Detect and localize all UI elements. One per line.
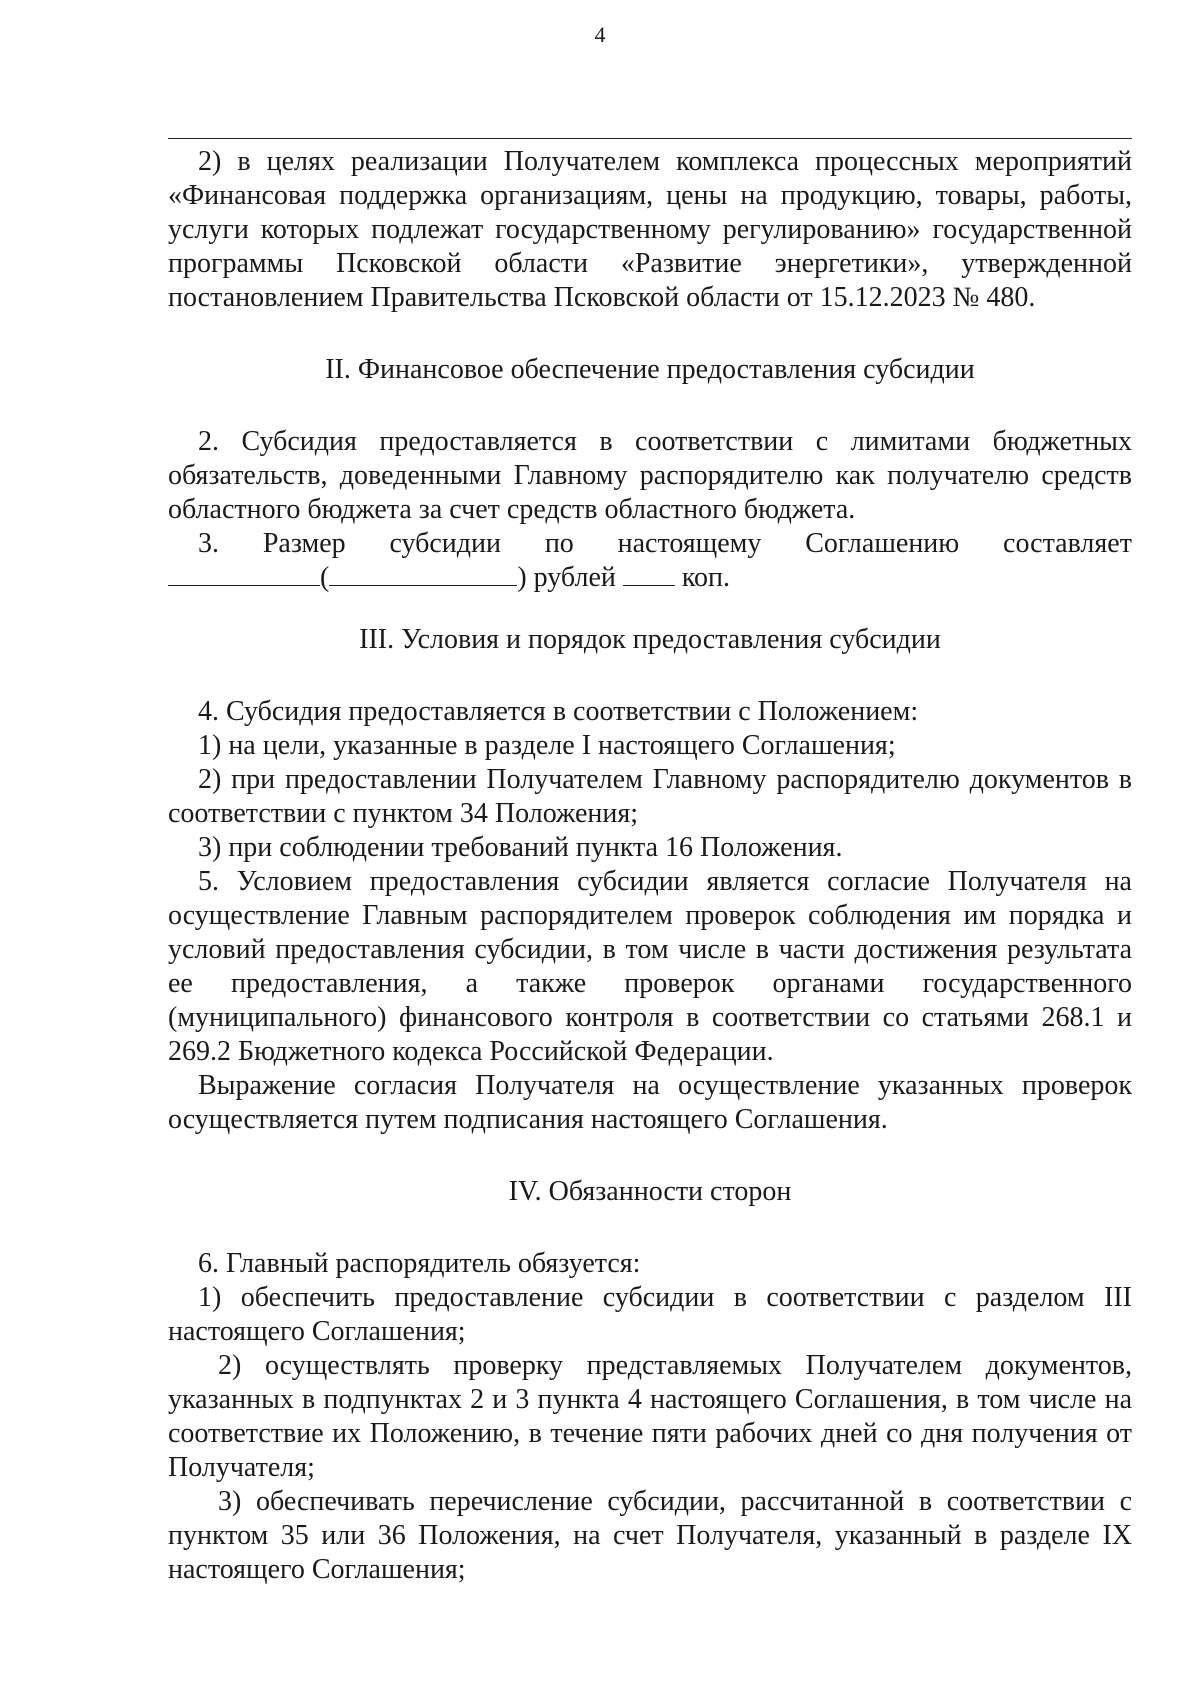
document-body xyxy=(168,145,1132,1587)
paragraph-5-consent: Выражение согласия Получателя на осуществление указанных проверок осуществляется путем подписания настоящего Соглашения. xyxy=(168,1070,1132,1135)
p3-word: Размер xyxy=(262,528,346,559)
p3-word: настоящему xyxy=(617,528,762,559)
paragraph-5: 5. Условием предоставления субсидии является согласие Получателя на осуществление Главным распорядителем проверок соблюдения им порядка и условий предоставления субсидии, в том числе в части достижения результата ее предоставления, а также проверок органами государственного (муниципального) финансового контроля в соответствии со статьями 268.1 и 269.2 Бюджетного кодекса Российской Федерации. xyxy=(168,866,1132,1067)
subsidy-amount-blanks xyxy=(168,561,1132,595)
paragraph-2-goals: 2) в целях реализации Получателем комплекса процессных мероприятий «Финансовая поддержка организациям, цены на продукцию, товары, работы, услуги которых подлежат государственному регулированию» государственной программы Псковской области «Развитие энергетики», утвержденной постановлением Правительства Псковской области от 15.12.2023 № 480. xyxy=(168,146,1132,313)
kopecks-blank xyxy=(623,561,675,586)
p3-word: Соглашению xyxy=(805,528,960,559)
page-number: 4 xyxy=(594,22,606,47)
paragraph-3-amount-line xyxy=(168,527,1132,561)
p3-word: по xyxy=(544,528,574,559)
paragraph-6: 6. Главный распорядитель обязуется: xyxy=(198,1248,641,1279)
top-rule xyxy=(168,138,1132,139)
section-3-heading: III. Условия и порядок предоставления субсидии xyxy=(359,624,941,655)
open-paren: ( xyxy=(320,562,330,593)
paragraph-2-subsidy-limits: 2. Субсидия предоставляется в соответствии с лимитами бюджетных обязательств, доведенными Главному распорядителю как получателю средств областного бюджета за счет средств областного бюджета. xyxy=(168,426,1132,525)
close-paren: ) xyxy=(517,562,527,593)
section-4-heading: IV. Обязанности сторон xyxy=(508,1176,792,1207)
paragraph-4-item-1: 1) на цели, указанные в разделе I настоящего Соглашения; xyxy=(198,730,896,761)
p3-word: субсидии xyxy=(389,528,501,559)
paragraph-6-item-3: 3) обеспечивать перечисление субсидии, рассчитанной в соответствии с пунктом 35 или 36 Положения, на счет Получателя, указанный в разделе IX настоящего Соглашения; xyxy=(168,1486,1132,1585)
paragraph-4-item-3: 3) при соблюдении требований пункта 16 Положения. xyxy=(198,832,843,863)
paragraph-4-item-2: 2) при предоставлении Получателем Главному распорядителю документов в соответствии с пунктом 34 Положения; xyxy=(168,764,1132,829)
p3-word: 3. xyxy=(198,528,219,559)
paragraph-6-item-2: 2) осуществлять проверку представляемых Получателем документов, указанных в подпунктах 2 и 3 пункта 4 настоящего Соглашения, в том числе на соответствие их Положению, в течение пяти рабочих дней со дня получения от Получателя; xyxy=(168,1350,1132,1483)
amount-words-blank xyxy=(329,561,517,586)
paragraph-4: 4. Субсидия предоставляется в соответствии с Положением: xyxy=(198,696,919,727)
paragraph-6-item-1: 1) обеспечить предоставление субсидии в соответствии с разделом III настоящего Соглашения; xyxy=(168,1282,1132,1347)
p3-word: составляет xyxy=(1003,528,1132,559)
amount-digits-blank xyxy=(168,561,320,586)
kopecks-label: коп. xyxy=(681,562,731,593)
rubles-label: рублей xyxy=(533,562,616,593)
section-2-heading: II. Финансовое обеспечение предоставления субсидии xyxy=(325,354,975,385)
